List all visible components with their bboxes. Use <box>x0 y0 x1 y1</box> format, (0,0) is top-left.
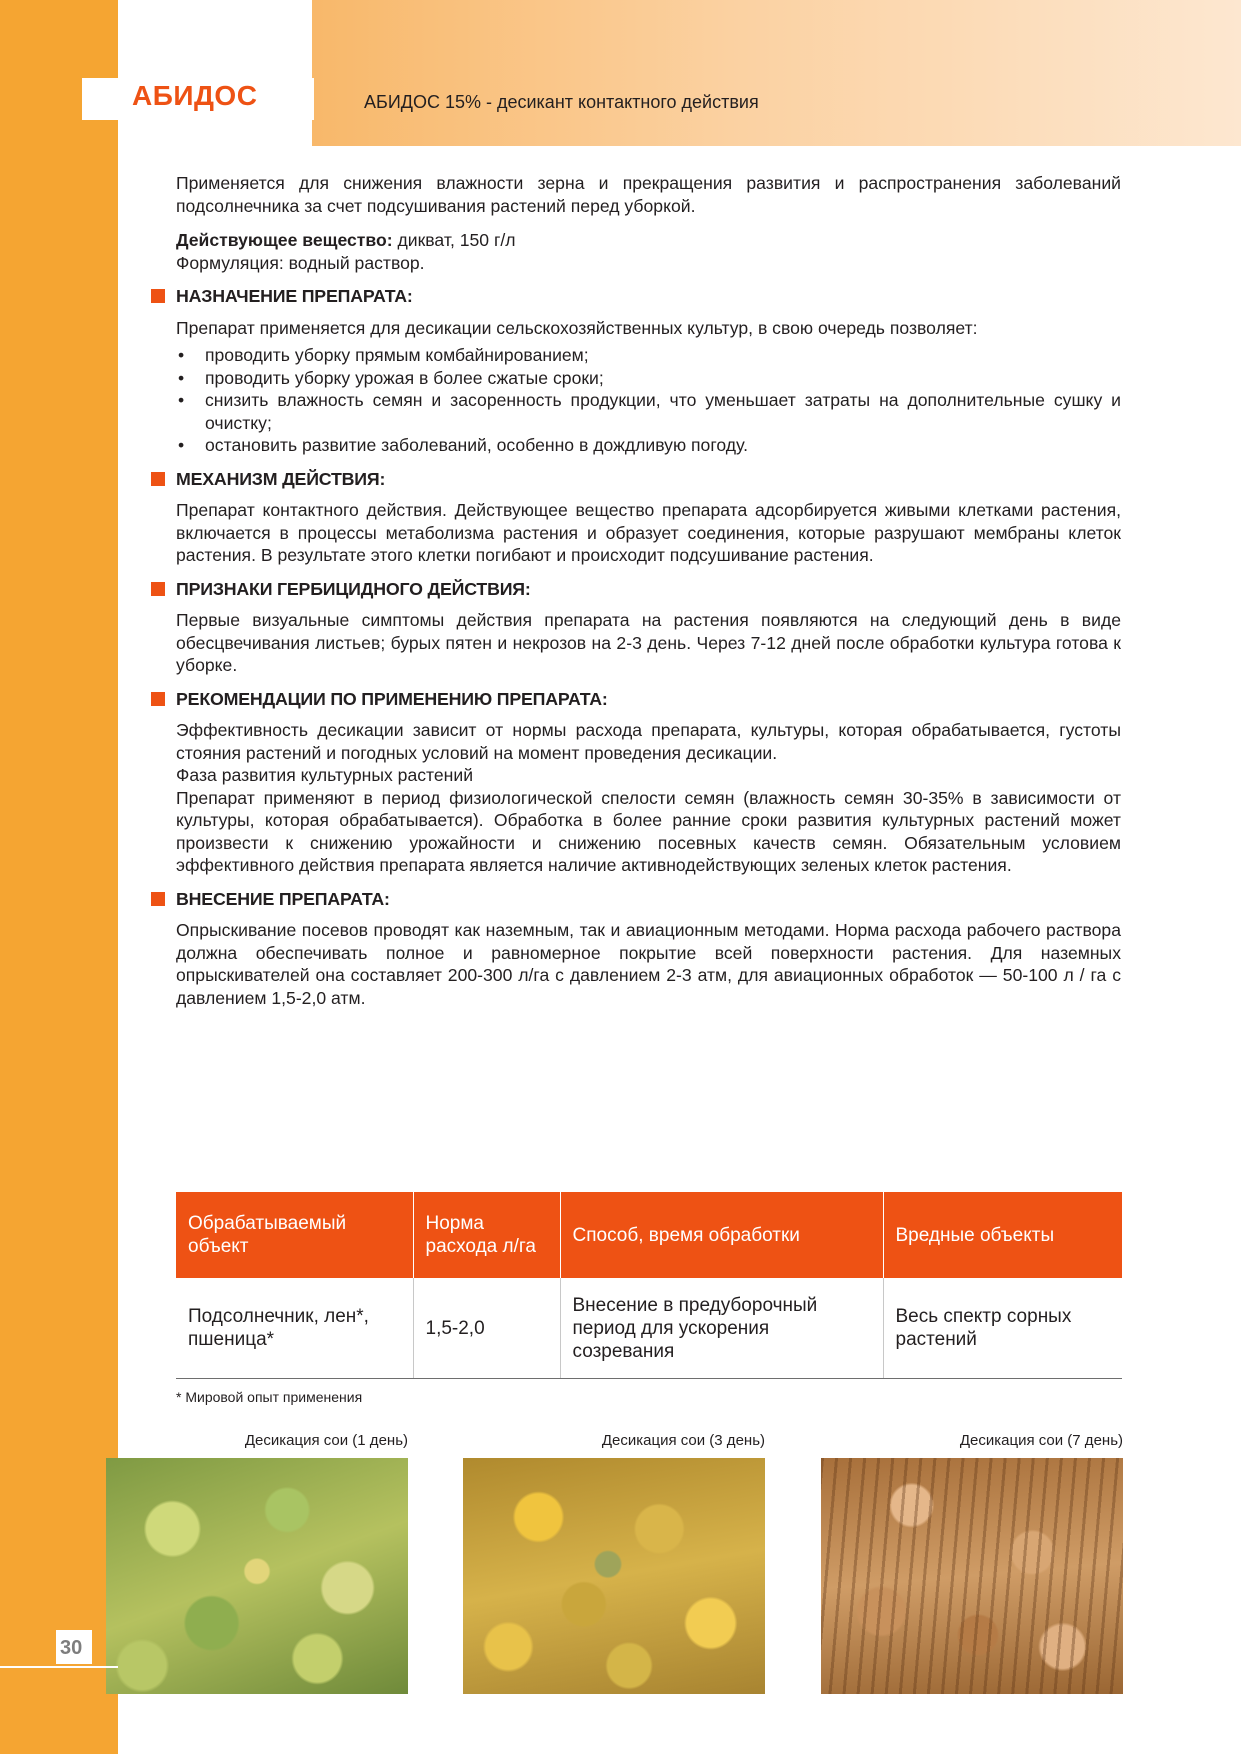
application-table <box>176 1192 1122 1379</box>
section-title: ВНЕСЕНИЕ ПРЕПАРАТА: <box>176 888 390 909</box>
square-bullet-icon <box>151 692 165 706</box>
active-substance <box>176 229 1121 252</box>
photo-caption-day-7: Десикация сои (7 день) <box>959 1432 1123 1449</box>
table-footnote: * Мировой опыт применения <box>176 1389 363 1405</box>
mechanism-text: Препарат контактного действия. Действующее вещество препарата адсорбируется живыми клетками растения, включается в процессы метаболизма растения и образует соединения, которые разрушают мембраны клеток растения. В результате этого клетки погибают и происходит подсушивание растения. <box>176 500 1121 565</box>
list-item: • проводить уборку прямым комбайнированием; <box>176 344 1121 367</box>
page-number-rule <box>0 1666 118 1668</box>
recommendations-text-2: Фаза развития культурных растений <box>176 765 474 785</box>
main-content <box>176 172 1121 1009</box>
formulation: Формуляция: водный раствор. <box>176 252 425 273</box>
signs-text: Первые визуальные симптомы действия препарата на растения появляются на следующий день в виде обесцвечивания листьев; бурых пятен и некрозов на 2-3 день. Через 7-12 дней после обработки культура готова к уборке. <box>176 610 1121 675</box>
table-header-cell: Норма расхода л/га <box>413 1192 560 1278</box>
table-cell: Подсолнечник, лен*, пшеница* <box>176 1278 413 1379</box>
table-header-cell: Обрабатываемый объект <box>176 1192 413 1278</box>
list-item: • остановить развитие заболеваний, особенно в дождливую погоду. <box>176 434 1121 457</box>
section-title: ПРИЗНАКИ ГЕРБИЦИДНОГО ДЕЙСТВИЯ: <box>176 578 531 599</box>
recommendations-text-1: Эффективность десикации зависит от нормы расхода препарата, культуры, которая обрабатывается, густоты стояния растений и погодных условий на момент проведения десикации. <box>176 720 1121 763</box>
section-heading-application <box>151 888 1121 911</box>
table-cell: 1,5-2,0 <box>413 1278 560 1379</box>
section-heading-mechanism <box>151 468 1121 491</box>
table-header-cell: Способ, время обработки <box>560 1192 883 1278</box>
page-number: 30 <box>60 1637 83 1659</box>
brand-name: АБИДОС <box>132 80 258 111</box>
table-row <box>176 1278 1122 1379</box>
table-header-row <box>176 1192 1122 1278</box>
square-bullet-icon <box>151 289 165 303</box>
soy-desiccation-photo-day-7 <box>821 1458 1123 1694</box>
section-title: РЕКОМЕНДАЦИИ ПО ПРИМЕНЕНИЮ ПРЕПАРАТА: <box>176 688 608 709</box>
table-header-cell: Вредные объекты <box>883 1192 1122 1278</box>
soy-desiccation-photo-day-3 <box>463 1458 765 1694</box>
square-bullet-icon <box>151 472 165 486</box>
recommendations-text-3: Препарат применяют в период физиологической спелости семян (влажность семян 30-35% в зависимости от культуры, которая обрабатывается). Обработка в более ранние сроки развития культурных растений может произвести к снижению урожайности и снижению посевных качеств семян. Обязательным условием эффективного действия препарата является наличие активнодействующих зеленых клеток растения. <box>176 787 1121 875</box>
intro-paragraph: Применяется для снижения влажности зерна и прекращения развития и распространения заболеваний подсолнечника за счет подсушивания растений перед уборкой. <box>176 173 1121 216</box>
square-bullet-icon <box>151 582 165 596</box>
side-bar <box>0 0 118 1754</box>
section-heading-signs <box>151 578 1121 601</box>
table-cell: Внесение в предуборочный период для ускорения созревания <box>560 1278 883 1379</box>
section-heading-recommendations <box>151 688 1121 711</box>
active-substance-value: дикват, 150 г/л <box>392 230 516 250</box>
header-subtitle: АБИДОС 15% - десикант контактного действия <box>364 92 759 112</box>
section-heading-purpose <box>151 285 1121 308</box>
soy-desiccation-photo-day-1 <box>106 1458 408 1694</box>
section-title: МЕХАНИЗМ ДЕЙСТВИЯ: <box>176 468 386 489</box>
list-item: • проводить уборку урожая в более сжатые сроки; <box>176 367 1121 390</box>
section-title: НАЗНАЧЕНИЕ ПРЕПАРАТА: <box>176 286 413 306</box>
photo-caption-day-3: Десикация сои (3 день) <box>601 1432 765 1449</box>
list-item: • снизить влажность семян и засоренность продукции, что уменьшает затраты на дополнительные сушку и очистку; <box>176 389 1121 434</box>
square-bullet-icon <box>151 892 165 906</box>
purpose-list <box>176 344 1121 457</box>
active-substance-label: Действующее вещество: <box>176 230 393 250</box>
photo-caption-day-1: Десикация сои (1 день) <box>244 1432 408 1449</box>
application-text: Опрыскивание посевов проводят как наземным, так и авиационным методами. Норма расхода рабочего раствора должна обеспечивать полное и равномерное покрытие всей поверхности растения. Для наземных опрыскивателей она составляет 200-300 л/га с давлением 2-3 атм, для авиационных обработок — 50-100 л / га с давлением 1,5-2,0 атм. <box>176 920 1121 1008</box>
header-band <box>312 0 1241 146</box>
table-cell: Весь спектр сорных растений <box>883 1278 1122 1379</box>
purpose-text: Препарат применяется для десикации сельскохозяйственных культур, в свою очередь позволяет: <box>176 317 978 338</box>
